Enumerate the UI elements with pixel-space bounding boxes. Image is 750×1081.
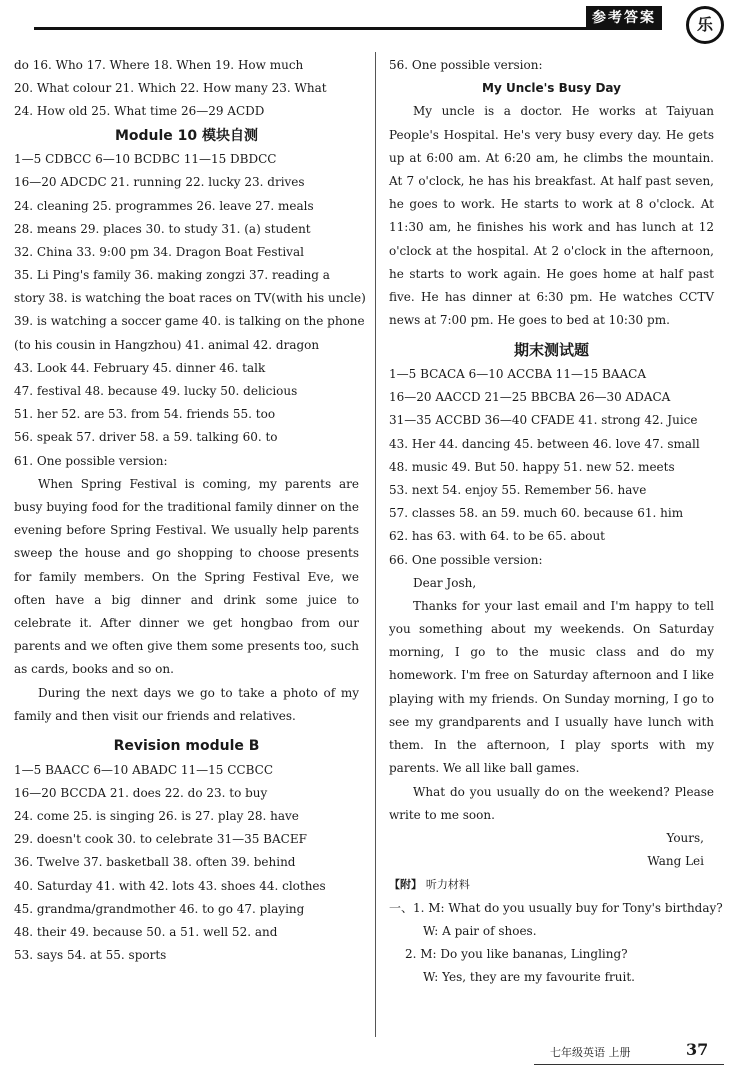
answer-line: 48. music 49. But 50. happy 51. new 52. meets bbox=[389, 459, 675, 474]
final-test-heading: 期末测试题 bbox=[513, 341, 589, 360]
answer-line: 16—20 BCCDA 21. does 22. do 23. to buy bbox=[14, 785, 268, 800]
page-number: 37 bbox=[686, 1040, 709, 1059]
answer-line: 57. classes 58. an 59. much 60. because 61. him bbox=[389, 506, 684, 521]
header-title: 参考答案 bbox=[586, 6, 662, 30]
letter-signature: Wang Lei bbox=[647, 854, 704, 869]
answer-line: 24. cleaning 25. programmes 26. leave 27. meals bbox=[14, 198, 314, 213]
revision-heading: Revision module B bbox=[113, 738, 260, 755]
answer-line: 66. One possible version: bbox=[389, 552, 543, 567]
answer-line: 24. How old 25. What time 26—29 ACDD bbox=[14, 104, 265, 119]
answer-line: 56. speak 57. driver 58. a 59. talking 60. to bbox=[14, 430, 278, 445]
letter-greeting: Dear Josh, bbox=[413, 575, 477, 590]
answer-line: 31—35 ACCBD 36—40 CFADE 41. strong 42. Juice bbox=[389, 413, 698, 428]
dialog-line: W: A pair of shoes. bbox=[423, 923, 537, 938]
publisher-logo-icon: 乐 bbox=[686, 6, 724, 44]
answer-line: 24. come 25. is singing 26. is 27. play 28. have bbox=[14, 808, 299, 823]
appendix-title: 听力材料 bbox=[425, 878, 470, 892]
answer-line: 16—20 ADCDC 21. running 22. lucky 23. drives bbox=[14, 175, 305, 190]
essay-title: My Uncle's Busy Day bbox=[482, 81, 621, 96]
dialog-line: W: Yes, they are my favourite fruit. bbox=[423, 970, 635, 985]
answer-line: 1—5 CDBCC 6—10 BCDBC 11—15 DBDCC bbox=[14, 152, 277, 167]
right-column bbox=[389, 54, 723, 989]
essay-paragraph: My uncle is a doctor. He works at Taiyuan People's Hospital. He's very busy every day. He gets up at 6:00 am. At 6:20 am, he climbs the mountain. At 7 o'clock, he has his breakfast. At half past seven, he goes to work. He starts to work at 8 o'clock. At 11:30 am, he finishes his work and has lunch at 12 o'clock at the hospital. At 2 o'clock in the afternoon, he starts to work again. He goes home at half past five. He has dinner at 6:30 pm. He watches CCTV news at 7:00 pm. He goes to bed at 10:30 pm. bbox=[389, 104, 714, 328]
column-divider bbox=[375, 52, 376, 1037]
page-footer bbox=[534, 1040, 724, 1068]
answer-line: 56. One possible version: bbox=[389, 58, 543, 72]
footer-rule bbox=[534, 1064, 724, 1065]
answer-line: 36. Twelve 37. basketball 38. often 39. behind bbox=[14, 855, 296, 870]
essay-paragraph: During the next days we go to take a photo of my family and then visit our friends and relatives. bbox=[14, 685, 359, 723]
answer-line: 39. is watching a soccer game 40. is talking on the phone bbox=[14, 314, 365, 329]
answer-line: 29. doesn't cook 30. to celebrate 31—35 BACEF bbox=[14, 832, 307, 847]
footer-subject: 七年级英语 上册 bbox=[550, 1046, 631, 1059]
answer-line: 53. next 54. enjoy 55. Remember 56. have bbox=[389, 482, 647, 497]
dialog-line: 2. M: Do you like bananas, Lingling? bbox=[405, 946, 628, 961]
letter-paragraph: What do you usually do on the weekend? Please write to me soon. bbox=[389, 784, 714, 822]
appendix-header bbox=[389, 873, 714, 896]
answer-line: story 38. is watching the boat races on TV(with his uncle) bbox=[14, 291, 366, 306]
header-rule bbox=[34, 27, 594, 30]
letter-paragraph: Thanks for your last email and I'm happy to tell you something about my weekends. On Saturday morning, I go to the music class and do my homework. I'm free on Saturday afternoon and I like playing with my friends. On Sunday morning, I go to see my grandparents and I usually have lunch with them. In the afternoon, I play sports with my parents. We all like ball games. bbox=[389, 598, 714, 776]
dialog-line: 一、1. M: What do you usually buy for Tony's birthday? bbox=[389, 900, 723, 915]
appendix-label: 【附】 bbox=[389, 878, 422, 892]
answer-line: 1—5 BCACA 6—10 ACCBA 11—15 BAACA bbox=[389, 367, 647, 381]
module10-heading: Module 10 模块自测 bbox=[114, 127, 259, 144]
answer-line: 28. means 29. places 30. to study 31. (a) student bbox=[14, 221, 311, 236]
answer-line: 35. Li Ping's family 36. making zongzi 37. reading a bbox=[14, 268, 330, 283]
letter-closing: Yours, bbox=[666, 830, 704, 845]
answer-line: 53. says 54. at 55. sports bbox=[14, 948, 167, 963]
answer-line: 47. festival 48. because 49. lucky 50. delicious bbox=[14, 384, 298, 399]
answer-line: 43. Look 44. February 45. dinner 46. talk bbox=[14, 360, 266, 375]
answer-line: 32. China 33. 9:00 pm 34. Dragon Boat Festival bbox=[14, 244, 304, 259]
answer-line: 16—20 AACCD 21—25 BBCBA 26—30 ADACA bbox=[389, 390, 671, 405]
answer-line: 51. her 52. are 53. from 54. friends 55. too bbox=[14, 407, 276, 422]
answer-line: 48. their 49. because 50. a 51. well 52. and bbox=[14, 924, 278, 939]
answer-line: 20. What colour 21. Which 22. How many 23. What bbox=[14, 81, 327, 96]
answer-line: 1—5 BAACC 6—10 ABADC 11—15 CCBCC bbox=[14, 762, 274, 777]
answer-line: 45. grandma/grandmother 46. to go 47. playing bbox=[14, 901, 305, 916]
answer-line: 61. One possible version: bbox=[14, 453, 168, 468]
answer-line: do 16. Who 17. Where 18. When 19. How much bbox=[14, 58, 304, 72]
answer-line: 62. has 63. with 64. to be 65. about bbox=[389, 529, 605, 544]
answer-line: (to his cousin in Hangzhou) 41. animal 42. dragon bbox=[14, 337, 320, 352]
page-header bbox=[0, 0, 750, 50]
answer-line: 43. Her 44. dancing 45. between 46. love 47. small bbox=[389, 436, 700, 451]
left-column bbox=[14, 54, 366, 967]
essay-paragraph: When Spring Festival is coming, my parents are busy buying food for the traditional family dinner on the evening before Spring Festival. We usually help parents sweep the house and go shopping to choose presents for family members. On the Spring Festival Eve, we often have a big dinner and drink some juice to celebrate it. After dinner we get hongbao from our parents and we often give them some presents too, such as cards, books and so on. bbox=[14, 476, 359, 677]
answer-line: 40. Saturday 41. with 42. lots 43. shoes 44. clothes bbox=[14, 878, 326, 893]
